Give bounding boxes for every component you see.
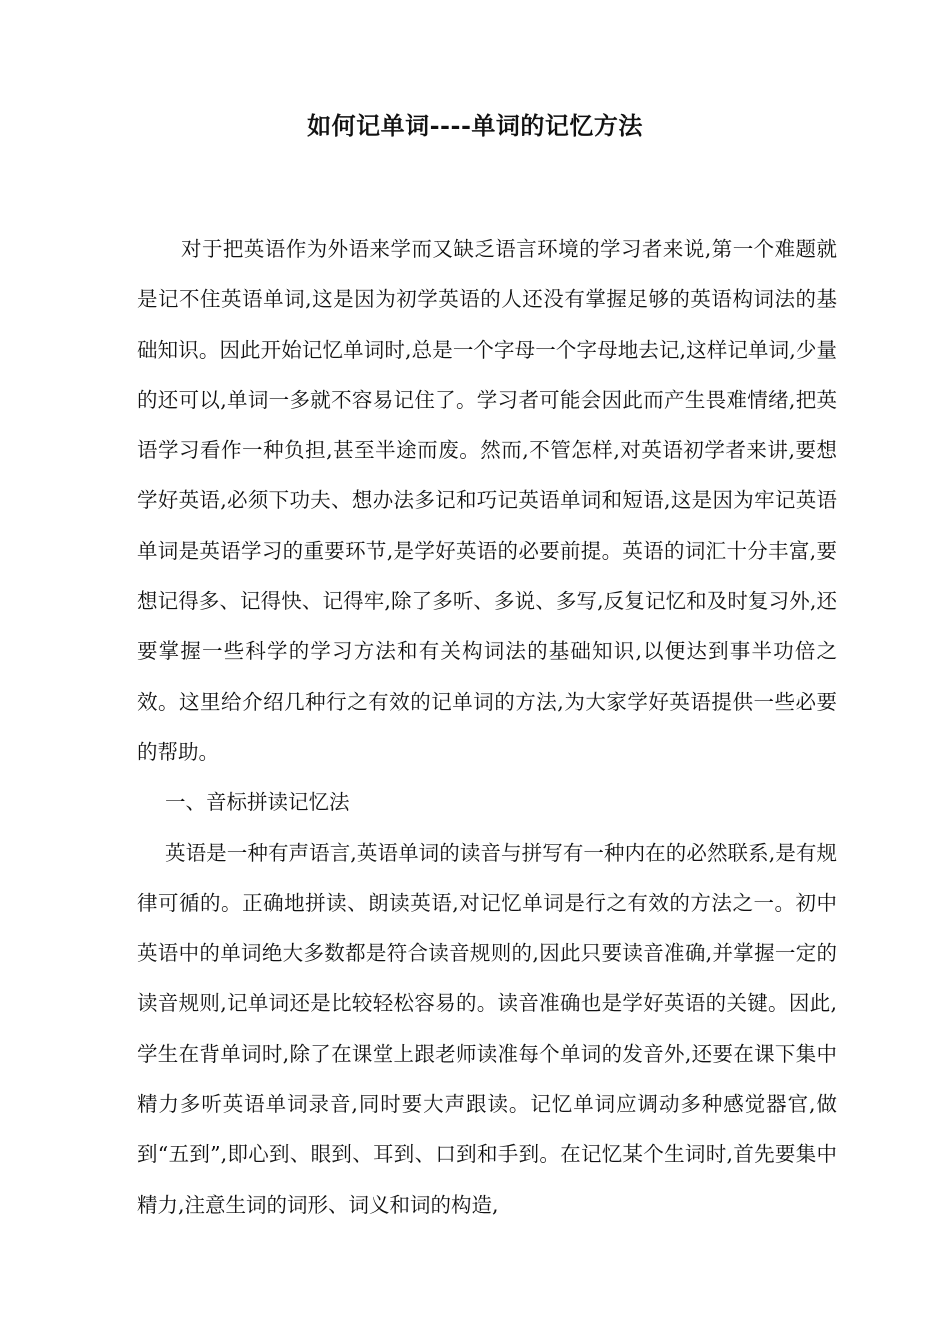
paragraph-intro: 对于把英语作为外语来学而又缺乏语言环境的学习者来说,第一个难题就是记不住英语单词,这是因为初学英语的人还没有掌握足够的英语构词法的基础知识。因此开始记忆单词时,总是一个字母一个字母地去记,这样记单词,少量的还可以,单词一多就不容易记住了。学习者可能会因此而产生畏难情绪,把英语学习看作一种负担,甚至半途而废。然而,不管怎样,对英语初学者来讲,要想学好英语,必须下功夫、想办法多记和巧记英语单词和短语,这是因为牢记英语单词是英语学习的重要环节,是学好英语的必要前提。英语的词汇十分丰富,要想记得多、记得快、记得牢,除了多听、多说、多写,反复记忆和及时复习外,还要掌握一些科学的学习方法和有关构词法的基础知识,以便达到事半功倍之效。这里给介绍几种行之有效的记单词的方法,为大家学好英语提供一些必要的帮助。 [137,237,837,764]
page-title: 如何记单词----单词的记忆方法 [307,111,643,140]
document-body [137,224,837,1230]
paragraph-phonetic-method: 英语是一种有声语言,英语单词的读音与拼写有一种内在的必然联系,是有规律可循的。正确地拼读、朗读英语,对记忆单词是行之有效的方法之一。初中英语中的单词绝大多数都是符合读音规则的,因此只要读音准确,并掌握一定的读音规则,记单词还是比较轻松容易的。读音准确也是学好英语的关键。因此,学生在背单词时,除了在课堂上跟老师读准每个单词的发音外,还要在课下集中精力多听英语单词录音,同时要大声跟读。记忆单词应调动多种感觉器官,做到“五到”,即心到、眼到、耳到、口到和手到。在记忆某个生词时,首先要集中精力,注意生词的词形、词义和词的构造, [137,840,837,1217]
section-heading-phonetic-method: 一、音标拼读记忆法 [165,790,350,815]
